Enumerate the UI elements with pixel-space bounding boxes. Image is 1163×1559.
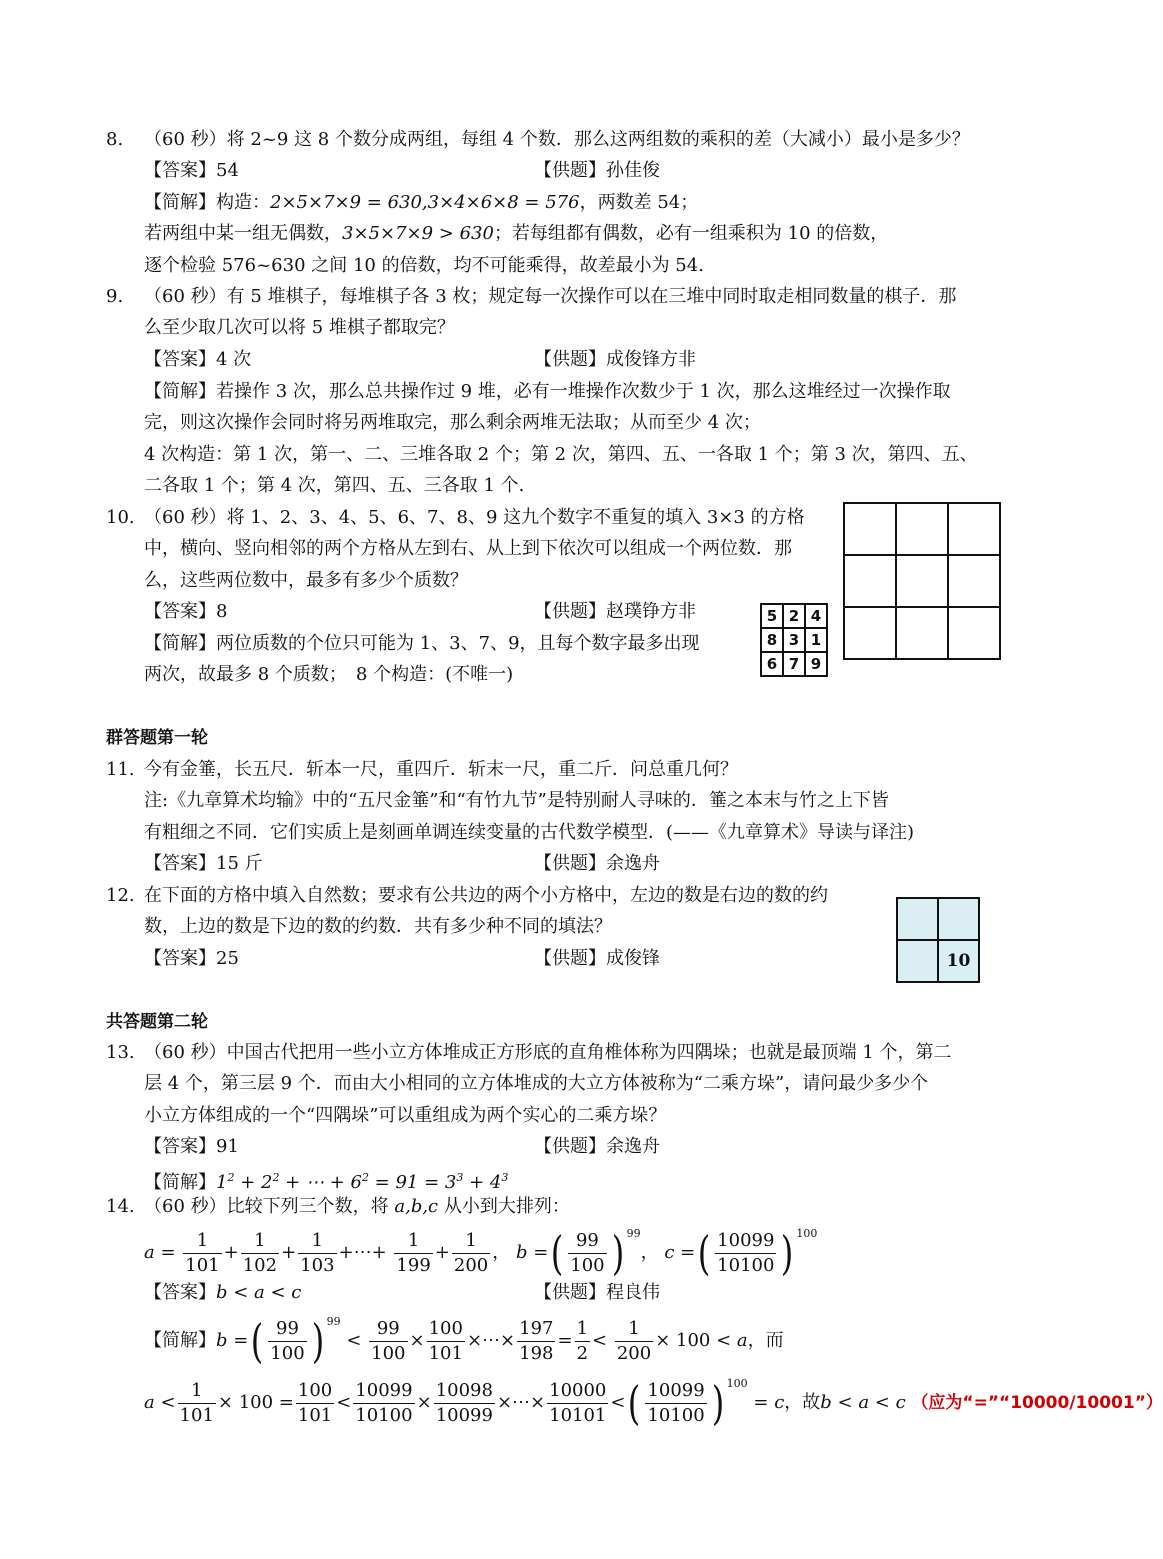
example-cell: 5	[761, 604, 783, 628]
q8-solution-line1: 【简解】构造：2×5×7×9 = 630,3×4×6×8 = 576，两数差 54；	[144, 192, 699, 213]
grid-cell	[896, 555, 948, 607]
q9-number: 9.	[106, 286, 124, 307]
q11-answer: 【答案】15 斤	[144, 853, 263, 874]
q10-example-grid	[760, 603, 828, 677]
grid-cell	[897, 898, 938, 940]
q13-answer: 【答案】91	[144, 1136, 239, 1157]
q11-note-line1: 注:《九章算术均输》中的“五尺金箠”和“有竹九节”是特别耐人寻味的．箠之本末与竹之上下皆	[144, 790, 889, 811]
q14-solution-line1: 【简解】b =( $\frac{99}{100}$ ) $^{99}$ < $\frac{99}{100}$ × $\frac{100}{101}$ ×⋯× $\frac{197}{198}$ = $\frac{1}{2}$ < $\frac{1}{200}$ × 100 < a，而	[144, 1314, 784, 1368]
q10-stem-line2: 中，横向、竖向相邻的两个方格从左到右、从上到下依次可以组成一个两位数．那	[144, 538, 792, 559]
q13-number: 13.	[106, 1042, 135, 1063]
example-cell: 3	[783, 628, 805, 652]
example-cell: 6	[761, 652, 783, 676]
q8-number: 8.	[106, 129, 124, 150]
q14-solution-line2: a < $\frac{1}{101}$ × 100 = $\frac{100}{101}$ < $\frac{10099}{10100}$ × $\frac{10098}{10099}$ ×⋯× $\frac{10000}{10101}$ <( $\frac{10099}{10100}$ ) $^{100}$ = c，故b < a < c （应为“=”“10000/10001”）	[144, 1376, 1163, 1430]
q14-definitions: a = $\frac{1}{101}$ + $\frac{1}{102}$ + $\frac{1}{103}$ +⋯+ $\frac{1}{199}$ + $\frac{1}{200}$ ， b =( $\frac{99}{100}$ ) $^{99}$， c =( $\frac{10099}{10100}$ ) $^{100}$	[144, 1226, 818, 1280]
grid-cell	[948, 503, 1000, 555]
q11-number: 11.	[106, 759, 135, 780]
example-cell: 8	[761, 628, 783, 652]
q12-number: 12.	[106, 885, 135, 906]
q12-grid	[896, 897, 980, 983]
grid-cell	[896, 607, 948, 659]
q9-provider: 【供题】成俊锋方非	[534, 349, 696, 370]
grid-cell	[948, 607, 1000, 659]
q9-solution-line2: 完，则这次操作会同时将另两堆取完，那么剩余两堆无法取；从而至少 4 次；	[144, 412, 761, 433]
q10-solution-line2: 两次，故最多 8 个质数； 8 个构造：(不唯一)	[144, 664, 514, 685]
q14-correction-note: （应为“=”“10000/10001”）	[911, 1393, 1163, 1413]
q9-stem-line2: 么至少取几次可以将 5 堆棋子都取完？	[144, 317, 455, 338]
q10-stem-line1: （60 秒）将 1、2、3、4、5、6、7、8、9 这九个数字不重复的填入 3×3 的方格	[144, 507, 805, 528]
q14-provider: 【供题】程良伟	[534, 1282, 660, 1303]
example-cell: 4	[805, 604, 827, 628]
grid-cell	[948, 555, 1000, 607]
q12-answer: 【答案】25	[144, 948, 239, 969]
example-cell: 2	[783, 604, 805, 628]
example-cell: 7	[783, 652, 805, 676]
q9-solution-line1: 【简解】若操作 3 次，那么总共操作过 9 堆，必有一堆操作次数少于 1 次，那么这堆经过一次操作取	[144, 381, 951, 402]
q12-stem-line2: 数，上边的数是下边的数的约数．共有多少种不同的填法？	[144, 916, 612, 937]
q14-answer: 【答案】b < a < c	[144, 1282, 302, 1303]
q13-stem-line1: （60 秒）中国古代把用一些小立方体堆成正方形底的直角椎体称为四隅垛；也就是最顶端 1 个，第二	[144, 1042, 952, 1063]
q10-answer: 【答案】8	[144, 601, 228, 622]
grid-cell	[844, 503, 896, 555]
q8-solution-line2: 若两组中某一组无偶数，3×5×7×9 > 630；若每组都有偶数，必有一组乘积为 10 的倍数，	[144, 223, 889, 244]
q13-stem-line2: 层 4 个，第三层 9 个．而由大小相同的立方体堆成的大立方体被称为“二乘方垛”，请问最少多少个	[144, 1073, 929, 1094]
section-heading-round2: 共答题第二轮	[106, 1012, 208, 1032]
q10-provider: 【供题】赵璞铮方非	[534, 601, 696, 622]
grid-cell-value: 10	[938, 940, 979, 982]
q13-provider: 【供题】余逸舟	[534, 1136, 660, 1157]
q11-stem: 今有金箠，长五尺．斩本一尺，重四斤．斩末一尺，重二斤．问总重几何？	[144, 759, 738, 780]
q9-solution-line3: 4 次构造：第 1 次，第一、二、三堆各取 2 个；第 2 次，第四、五、一各取 1 个；第 3 次，第四、五、	[144, 444, 978, 465]
q12-provider: 【供题】成俊锋	[534, 948, 660, 969]
section-heading-round1: 群答题第一轮	[106, 728, 208, 748]
q9-stem-line1: （60 秒）有 5 堆棋子，每堆棋子各 3 枚；规定每一次操作可以在三堆中同时取走相同数量的棋子．那	[144, 286, 957, 307]
q8-stem: （60 秒）将 2~9 这 8 个数分成两组，每组 4 个数．那么这两组数的乘积的差（大减小）最小是多少？	[144, 129, 970, 150]
grid-cell	[938, 898, 979, 940]
q9-solution-line4: 二各取 1 个；第 4 次，第四、五、三各取 1 个.	[144, 475, 525, 496]
q12-stem-line1: 在下面的方格中填入自然数；要求有公共边的两个小方格中，左边的数是右边的数的约	[144, 885, 828, 906]
q8-answer: 【答案】54	[144, 160, 239, 181]
q8-solution-line3: 逐个检验 576~630 之间 10 的倍数，均不可能乘得，故差最小为 54.	[144, 255, 704, 276]
grid-cell	[844, 555, 896, 607]
q13-solution: 【简解】$1^2 + 2^2$ + ⋯ + $6^2 = 91 = 3^3 + 4^3$	[144, 1171, 509, 1193]
q10-number: 10.	[106, 507, 135, 528]
q10-stem-line3: 么，这些两位数中，最多有多少个质数？	[144, 570, 468, 591]
example-cell: 1	[805, 628, 827, 652]
q13-stem-line3: 小立方体组成的一个“四隅垛”可以重组成为两个实心的二乘方垛？	[144, 1105, 667, 1126]
q8-provider: 【供题】孙佳俊	[534, 160, 660, 181]
example-cell: 9	[805, 652, 827, 676]
q11-provider: 【供题】余逸舟	[534, 853, 660, 874]
q9-answer: 【答案】4 次	[144, 349, 252, 370]
q10-empty-grid	[843, 502, 1001, 660]
grid-cell	[896, 503, 948, 555]
q14-stem: （60 秒）比较下列三个数，将 a,b,c 从小到大排列：	[144, 1196, 570, 1217]
q10-solution-line1: 【简解】两位质数的个位只可能为 1、3、7、9，且每个数字最多出现	[144, 633, 700, 654]
grid-cell	[844, 607, 896, 659]
q11-note-line2: 有粗细之不同．它们实质上是刻画单调连续变量的古代数学模型．(——《九章算术》导读与译注)	[144, 822, 915, 843]
q14-number: 14.	[106, 1196, 135, 1217]
grid-cell	[897, 940, 938, 982]
